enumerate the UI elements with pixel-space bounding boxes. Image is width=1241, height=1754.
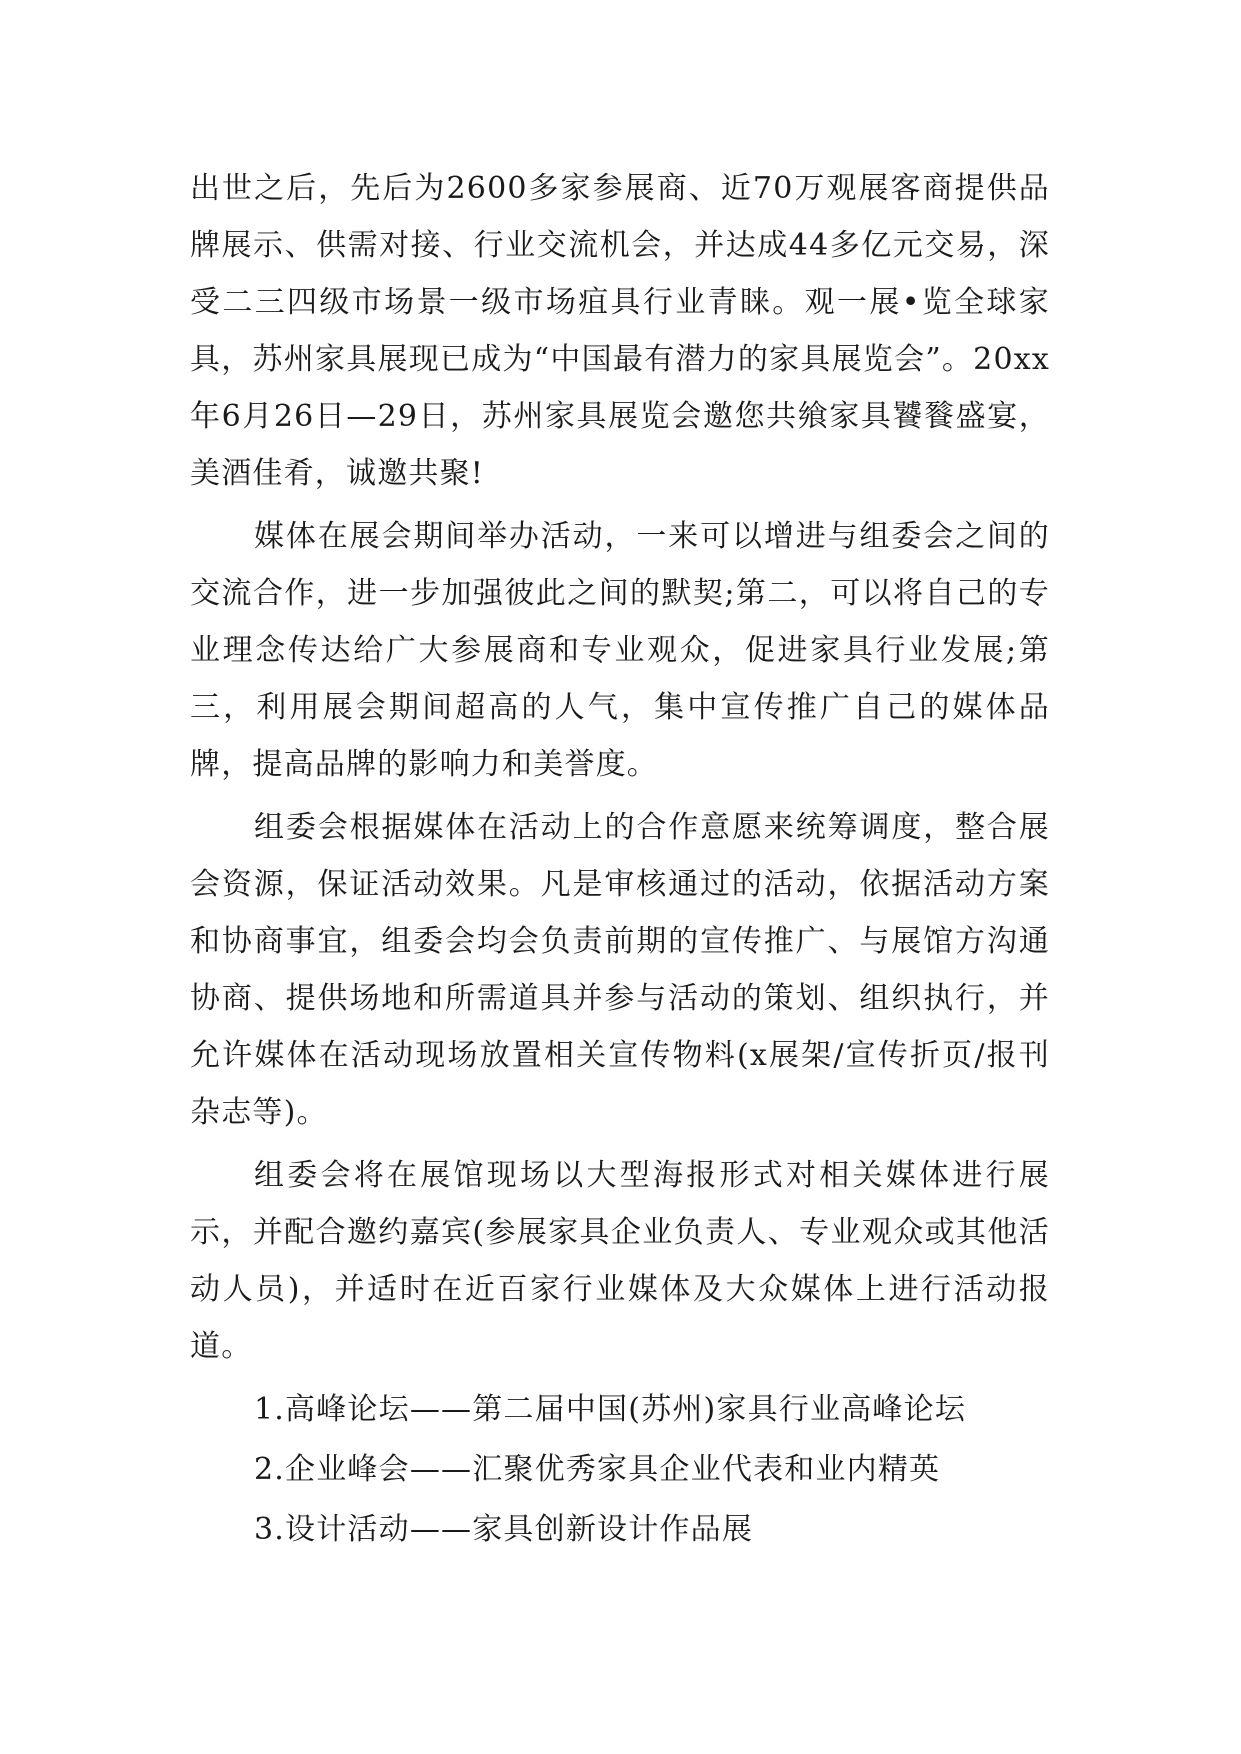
paragraph-organizer-coordination: 组委会根据媒体在活动上的合作意愿来统筹调度，整合展会资源，保证活动效果。凡是审核通过的活动，依据活动方案和协商事宜，组委会均会负责前期的宣传推广、与展馆方沟通协商、提供场地和所需道具并参与活动的策划、组织执行，并允许媒体在活动现场放置相关宣传物料(x展架/宣传折页/报刊杂志等)。 bbox=[190, 810, 1050, 1130]
paragraph-media-promotion: 组委会将在展馆现场以大型海报形式对相关媒体进行展示，并配合邀约嘉宾(参展家具企业负责人、专业观众或其他活动人员)，并适时在近百家行业媒体及大众媒体上进行活动报道。 bbox=[190, 1158, 1050, 1364]
list-item-design-activity: 3.设计活动——家具创新设计作品展 bbox=[254, 1512, 754, 1547]
document-body bbox=[190, 160, 1050, 1561]
activity-list bbox=[190, 1381, 1050, 1558]
list-item-summit-forum: 1.高峰论坛——第二届中国(苏州)家具行业高峰论坛 bbox=[254, 1392, 967, 1427]
paragraph-media-activities: 媒体在展会期间举办活动，一来可以增进与组委会之间的交流合作，进一步加强彼此之间的默契;第二，可以将自己的专业理念传达给广大参展商和专业观众，促进家具行业发展;第三，利用展会期间超高的人气，集中宣传推广自己的媒体品牌，提高品牌的影响力和美誉度。 bbox=[190, 519, 1050, 782]
list-item-enterprise-summit: 2.企业峰会——汇聚优秀家具企业代表和业内精英 bbox=[254, 1452, 941, 1487]
paragraph-intro-continuation: 出世之后，先后为2600多家参展商、近70万观展客商提供品牌展示、供需对接、行业交流机会，并达成44多亿元交易，深受二三四级市场景一级市场疽具行业青睐。观一展•览全球家具，苏州家具展现已成为“中国最有潜力的家具展览会”。20xx年6月26日—29日，苏州家具展览会邀您共飨家具饕餮盛宴，美酒佳肴，诚邀共聚! bbox=[190, 171, 1050, 491]
